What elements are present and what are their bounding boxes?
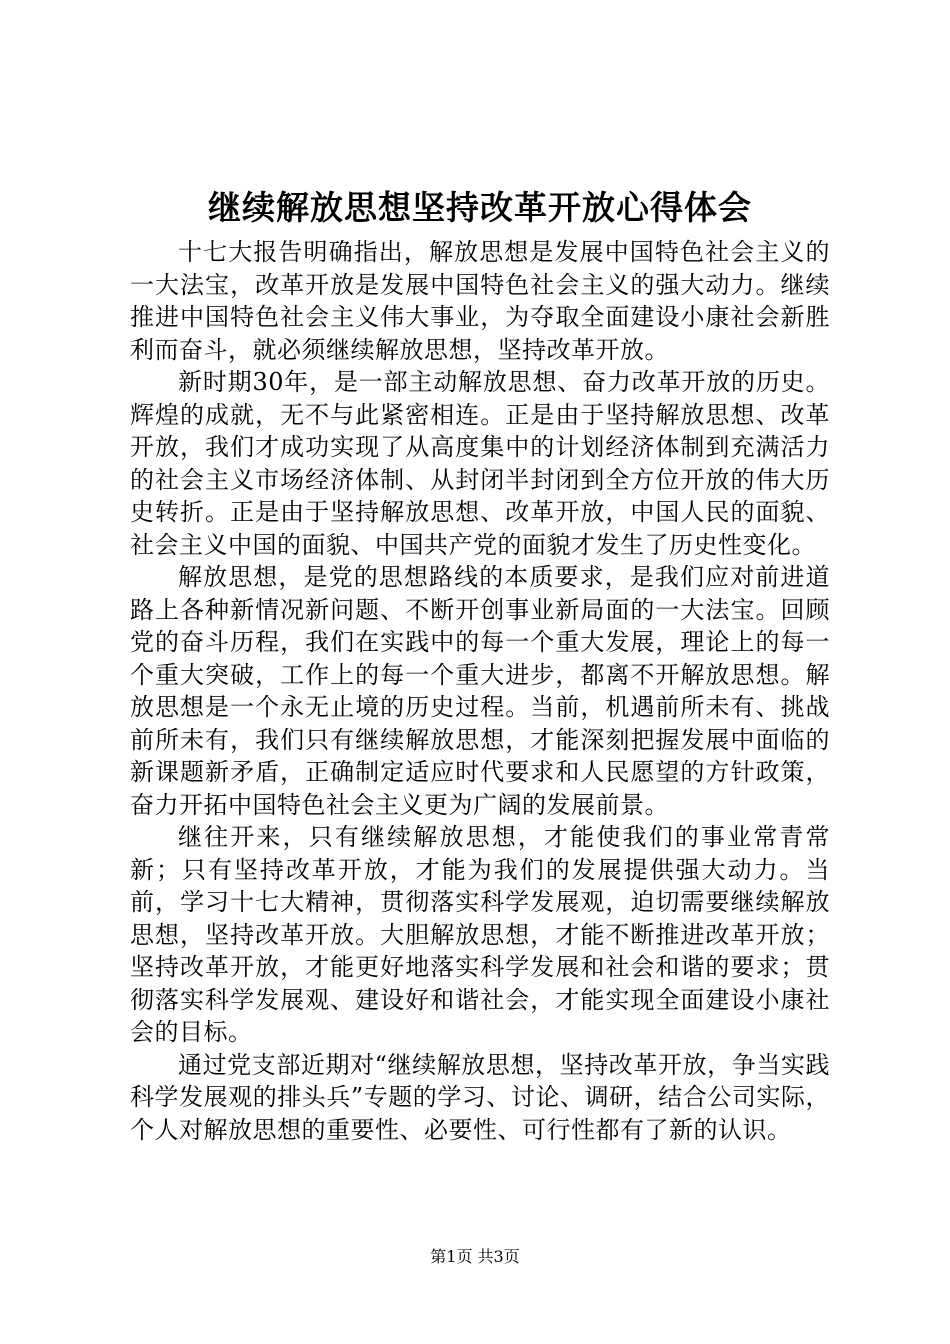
paragraph: 新时期30年，是一部主动解放思想、奋力改革开放的历史。辉煌的成就，无不与此紧密相连。正是由于坚持解放思想、改革开放，我们才成功实现了从高度集中的计划经济体制到充满活力的社会主义市场经济体制、从封闭半封闭到全方位开放的伟大历史转折。正是由于坚持解放思想、改革开放，中国人民的面貌、社会主义中国的面貌、中国共产党的面貌才发生了历史性变化。	[130, 368, 830, 559]
paragraph: 十七大报告明确指出，解放思想是发展中国特色社会主义的一大法宝，改革开放是发展中国特色社会主义的强大动力。继续推进中国特色社会主义伟大事业，为夺取全面建设小康社会新胜利而奋斗，就必须继续解放思想，坚持改革开放。	[130, 238, 830, 364]
paragraph: 继往开来，只有继续解放思想，才能使我们的事业常青常新；只有坚持改革开放，才能为我们的发展提供强大动力。当前，学习十七大精神，贯彻落实科学发展观，迫切需要继续解放思想，坚持改革开放。大胆解放思想，才能不断推进改革开放；坚持改革开放，才能更好地落实科学发展和社会和谐的要求；贯彻落实科学发展观、建设好和谐社会，才能实现全面建设小康社会的目标。	[130, 823, 830, 1046]
page-footer: 第1页 共3页	[430, 1247, 520, 1266]
paragraph: 解放思想，是党的思想路线的本质要求，是我们应对前进道路上各种新情况新问题、不断开创事业新局面的一大法宝。回顾党的奋斗历程，我们在实践中的每一个重大发展，理论上的每一个重大突破，工作上的每一个重大进步，都离不开解放思想。解放思想是一个永无止境的历史过程。当前，机遇前所未有、挑战前所未有，我们只有继续解放思想，才能深刻把握发展中面临的新课题新矛盾，正确制定适应时代要求和人民愿望的方针政策，奋力开拓中国特色社会主义更为广阔的发展前景。	[130, 563, 830, 819]
document-body	[130, 236, 830, 1146]
paragraph: 通过党支部近期对“继续解放思想，坚持改革开放，争当实践科学发展观的排头兵”专题的学习、讨论、调研，结合公司实际，个人对解放思想的重要性、必要性、可行性都有了新的认识。	[130, 1050, 830, 1144]
document-title: 继续解放思想坚持改革开放心得体会	[208, 188, 752, 227]
